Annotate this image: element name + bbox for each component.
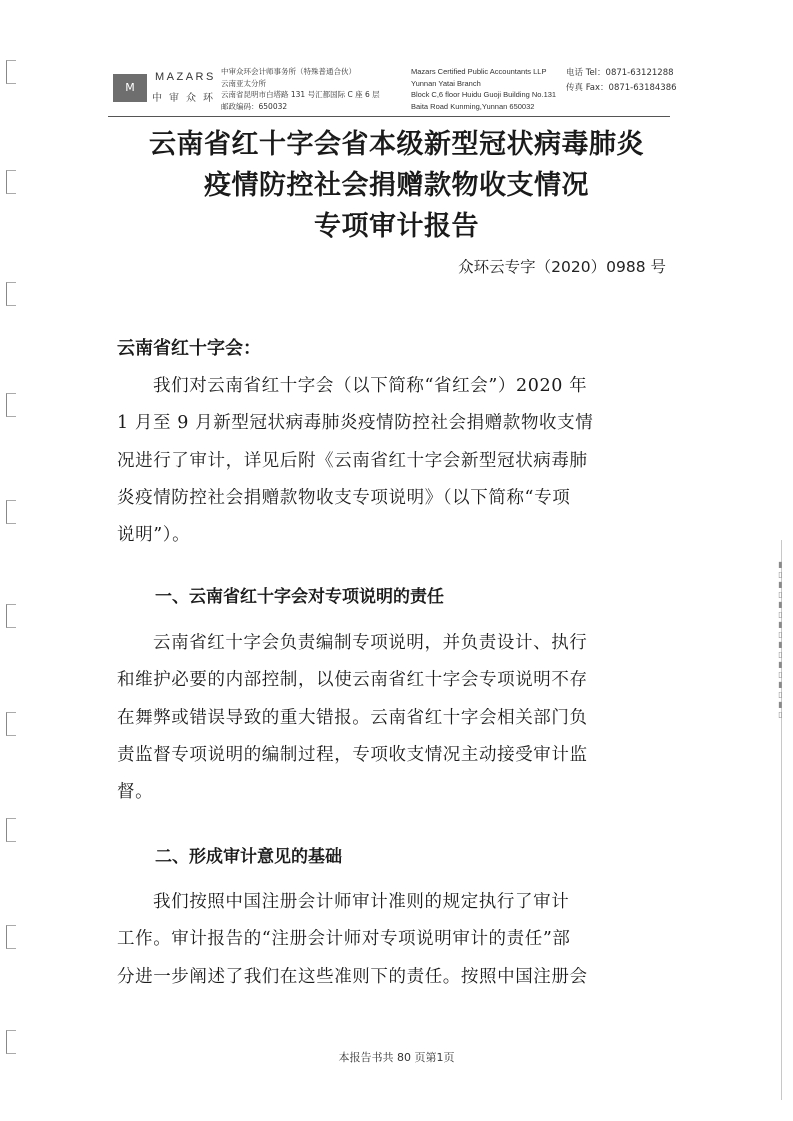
- text-line: 炎疫情防控社会捐赠款物收支专项说明》（以下简称“专项: [117, 487, 571, 508]
- section2-paragraph: [117, 884, 662, 996]
- intro-paragraph: [117, 368, 662, 554]
- firm-en-line: Baita Road Kunming,Yunnan 650032: [411, 101, 535, 111]
- text-line: 责监督专项说明的编制过程，专项收支情况主动接受审计监: [117, 744, 588, 765]
- binding-mark: [6, 282, 16, 306]
- report-title-line-2: 疫情防控社会捐赠款物收支情况: [204, 170, 589, 201]
- contact-info: [566, 66, 677, 96]
- firm-cn-line: 邮政编码：650032: [221, 101, 288, 111]
- firm-info-cn: [221, 66, 380, 112]
- binding-mark: [6, 818, 16, 842]
- addressee: 云南省红十字会：: [117, 338, 261, 359]
- binding-mark: [6, 500, 16, 524]
- text-line: 工作。审计报告的“注册会计师对专项说明审计的责任”部: [117, 929, 571, 950]
- text-line: 我们对云南省红十字会（以下简称“省红会”）2020 年: [153, 376, 588, 396]
- report-title-line-3: 专项审计报告: [314, 211, 479, 242]
- fax: 传真 Fax：0871-63184386: [566, 83, 677, 93]
- report-title-line-1: 云南省红十字会省本级新型冠状病毒肺炎: [149, 129, 644, 160]
- text-line: 云南省红十字会负责编制专项说明，并负责设计、执行: [153, 633, 588, 653]
- text-line: 况进行了审计，详见后附《云南省红十字会新型冠状病毒肺: [117, 450, 588, 471]
- mazars-logo-icon: M: [113, 74, 147, 102]
- binding-mark: [6, 393, 16, 417]
- binding-mark: [6, 925, 16, 949]
- page-footer: 本报告书共 80 页第1页: [338, 1051, 455, 1064]
- text-line: 我们按照中国注册会计师审计准则的规定执行了审计: [153, 892, 570, 912]
- binding-mark: [6, 60, 16, 84]
- text-line: 督。: [117, 782, 154, 803]
- logo-cn: 中审众环: [152, 93, 220, 104]
- firm-en-line: Block C,6 floor Huidu Guoji Building No.131: [411, 90, 557, 99]
- tel: 电话 Tel：0871-63121288: [566, 68, 674, 78]
- firm-cn-line: 中审众环会计师事务所（特殊普通合伙）: [221, 67, 356, 76]
- binding-mark: [6, 604, 16, 628]
- firm-en-line: Yunnan Yatai Branch: [411, 78, 481, 88]
- text-line: 分进一步阐述了我们在这些准则下的责任。按照中国注册会: [117, 966, 588, 987]
- firm-cn-line: 云南亚太分所: [221, 78, 266, 88]
- firm-cn-line: 云南省昆明市白塔路 131 号汇都国际 C 座 6 层: [221, 90, 380, 99]
- binding-mark: [6, 170, 16, 194]
- firm-en-line: Mazars Certified Public Accountants LLP: [411, 67, 547, 76]
- firm-info-en: [411, 66, 556, 112]
- section-heading-2: 二、形成审计意见的基础: [155, 847, 342, 867]
- binding-mark: [6, 712, 16, 736]
- header-divider: [108, 116, 670, 117]
- section-heading-1: 一、云南省红十字会对专项说明的责任: [155, 587, 444, 607]
- document-number: 众环云专字（2020）0988 号: [458, 258, 666, 276]
- section1-paragraph: [117, 625, 662, 811]
- text-line: 和维护必要的内部控制，以使云南省红十字会专项说明不存: [117, 670, 588, 691]
- logo-brand: MAZARS: [155, 71, 216, 83]
- text-line: 在舞弊或错误导致的重大错报。云南省红十字会相关部门负: [117, 707, 588, 728]
- text-line: 说明”）。: [117, 525, 191, 546]
- seam-stamp-trace: ▮▯▮▯▮▯▮▯▮▯▮▯▮▯▮▯: [776, 560, 785, 720]
- text-line: 1 月至 9 月新型冠状病毒肺炎疫情防控社会捐赠款物收支情: [117, 413, 594, 434]
